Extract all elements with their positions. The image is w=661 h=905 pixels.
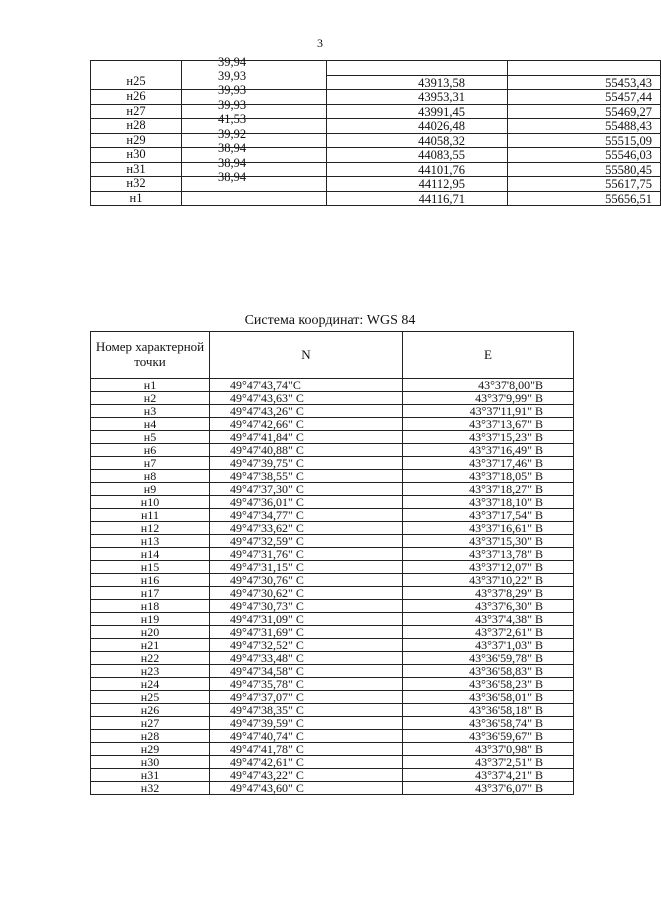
table-row bbox=[91, 496, 574, 509]
latitude-cell: 49°47'37,30" С bbox=[210, 483, 403, 496]
table-row bbox=[91, 626, 574, 639]
table-row bbox=[91, 191, 661, 206]
point-cell: н21 bbox=[91, 639, 210, 652]
point-cell: н1 bbox=[91, 191, 182, 206]
longitude-cell: 43°37'16,49" В bbox=[403, 444, 574, 457]
latitude-cell: 49°47'30,76" С bbox=[210, 574, 403, 587]
point-cell: н6 bbox=[91, 444, 210, 457]
table-row bbox=[91, 587, 574, 600]
point-cell: н26 bbox=[91, 704, 210, 717]
point-cell: н13 bbox=[91, 535, 210, 548]
table-row bbox=[91, 444, 574, 457]
table-row bbox=[91, 75, 661, 90]
point-cell: н3 bbox=[91, 405, 210, 418]
longitude-cell: 43°36'58,83" В bbox=[403, 665, 574, 678]
table-row bbox=[91, 548, 574, 561]
page-number: 3 bbox=[317, 36, 323, 50]
table-row bbox=[91, 470, 574, 483]
point-cell: н2 bbox=[91, 392, 210, 405]
point-cell: н7 bbox=[91, 457, 210, 470]
latitude-cell: 49°47'32,52" С bbox=[210, 639, 403, 652]
distance-value: 39,93 bbox=[218, 68, 247, 83]
x-cell bbox=[327, 61, 508, 76]
table-row bbox=[91, 162, 661, 177]
table-row bbox=[91, 119, 661, 134]
y-cell: 55656,51 bbox=[508, 191, 661, 206]
longitude-cell: 43°37'11,91" В bbox=[403, 405, 574, 418]
table-row bbox=[91, 522, 574, 535]
latitude-cell: 49°47'35,78" С bbox=[210, 678, 403, 691]
table-row bbox=[91, 561, 574, 574]
table-row bbox=[91, 90, 661, 105]
longitude-cell: 43°37'15,23" В bbox=[403, 431, 574, 444]
header-e: E bbox=[403, 332, 574, 379]
latitude-cell: 49°47'30,62" С bbox=[210, 587, 403, 600]
point-cell: н29 bbox=[91, 743, 210, 756]
point-cell: н26 bbox=[91, 90, 182, 105]
x-cell: 44026,48 bbox=[327, 119, 508, 134]
table-row bbox=[91, 613, 574, 626]
latitude-cell: 49°47'41,84" С bbox=[210, 431, 403, 444]
longitude-cell: 43°36'58,23" В bbox=[403, 678, 574, 691]
latitude-cell: 49°47'31,15" С bbox=[210, 561, 403, 574]
point-cell: н30 bbox=[91, 756, 210, 769]
longitude-cell: 43°37'2,61" В bbox=[403, 626, 574, 639]
longitude-cell: 43°36'58,01" В bbox=[403, 691, 574, 704]
table-row bbox=[91, 704, 574, 717]
longitude-cell: 43°37'9,99" В bbox=[403, 392, 574, 405]
longitude-cell: 43°37'8,29" В bbox=[403, 587, 574, 600]
coordinates-table-local bbox=[90, 54, 661, 206]
latitude-cell: 49°47'40,74" С bbox=[210, 730, 403, 743]
coordinates-table-wgs84 bbox=[90, 331, 574, 795]
point-cell: н29 bbox=[91, 133, 182, 148]
longitude-cell: 43°37'0,98" В bbox=[403, 743, 574, 756]
table-row bbox=[91, 61, 661, 76]
longitude-cell: 43°37'13,78" В bbox=[403, 548, 574, 561]
point-cell: н25 bbox=[91, 75, 182, 90]
longitude-cell: 43°37'2,51" В bbox=[403, 756, 574, 769]
x-cell: 44083,55 bbox=[327, 148, 508, 163]
point-cell: н27 bbox=[91, 104, 182, 119]
longitude-cell: 43°36'58,74" В bbox=[403, 717, 574, 730]
longitude-cell: 43°37'6,07" В bbox=[403, 782, 574, 795]
latitude-cell: 49°47'43,74"С bbox=[210, 379, 403, 392]
longitude-cell: 43°37'4,38" В bbox=[403, 613, 574, 626]
x-cell: 44058,32 bbox=[327, 133, 508, 148]
latitude-cell: 49°47'40,88" С bbox=[210, 444, 403, 457]
longitude-cell: 43°37'15,30" В bbox=[403, 535, 574, 548]
y-cell: 55469,27 bbox=[508, 104, 661, 119]
latitude-cell: 49°47'34,77" С bbox=[210, 509, 403, 522]
distance-cell bbox=[182, 68, 327, 90]
table-row bbox=[91, 691, 574, 704]
point-cell: н8 bbox=[91, 470, 210, 483]
latitude-cell: 49°47'31,09" С bbox=[210, 613, 403, 626]
latitude-cell: 49°47'36,01" С bbox=[210, 496, 403, 509]
longitude-cell: 43°37'16,61" В bbox=[403, 522, 574, 535]
table-row bbox=[91, 730, 574, 743]
distance-cell bbox=[182, 112, 327, 134]
longitude-cell: 43°37'10,22" В bbox=[403, 574, 574, 587]
point-cell: н28 bbox=[91, 119, 182, 134]
longitude-cell: 43°37'1,03" В bbox=[403, 639, 574, 652]
point-cell: н4 bbox=[91, 418, 210, 431]
longitude-cell: 43°37'12,07" В bbox=[403, 561, 574, 574]
table-header-row bbox=[91, 332, 574, 379]
latitude-cell: 49°47'43,63" С bbox=[210, 392, 403, 405]
point-cell: н14 bbox=[91, 548, 210, 561]
point-cell: н15 bbox=[91, 561, 210, 574]
distance-value: 38,94 bbox=[218, 141, 247, 155]
distance-cell bbox=[182, 191, 327, 206]
point-cell: н19 bbox=[91, 613, 210, 626]
point-cell: н16 bbox=[91, 574, 210, 587]
distance-value: 38,94 bbox=[218, 170, 247, 184]
table-row bbox=[91, 405, 574, 418]
distance-cell bbox=[182, 141, 327, 163]
table-row bbox=[91, 483, 574, 496]
longitude-cell: 43°37'6,30" В bbox=[403, 600, 574, 613]
point-cell: н25 bbox=[91, 691, 210, 704]
point-cell: н22 bbox=[91, 652, 210, 665]
table-row bbox=[91, 600, 574, 613]
table-row bbox=[91, 743, 574, 756]
point-cell: н11 bbox=[91, 509, 210, 522]
longitude-cell: 43°37'18,10" В bbox=[403, 496, 574, 509]
table-row bbox=[91, 535, 574, 548]
point-cell: н20 bbox=[91, 626, 210, 639]
table-row bbox=[91, 717, 574, 730]
distance-value: 39,93 bbox=[218, 97, 247, 112]
point-cell bbox=[91, 61, 182, 76]
x-cell: 44112,95 bbox=[327, 177, 508, 192]
y-cell: 55457,44 bbox=[508, 90, 661, 105]
latitude-cell: 49°47'43,26" С bbox=[210, 405, 403, 418]
longitude-cell: 43°37'17,54" В bbox=[403, 509, 574, 522]
latitude-cell: 49°47'31,69" С bbox=[210, 626, 403, 639]
y-cell: 55617,75 bbox=[508, 177, 661, 192]
distance-cell bbox=[182, 97, 327, 119]
latitude-cell: 49°47'41,78" С bbox=[210, 743, 403, 756]
latitude-cell: 49°47'42,66" С bbox=[210, 418, 403, 431]
longitude-cell: 43°37'17,46" В bbox=[403, 457, 574, 470]
x-cell: 44101,76 bbox=[327, 162, 508, 177]
x-cell: 43953,31 bbox=[327, 90, 508, 105]
distance-cell bbox=[182, 170, 327, 192]
distance-value: 39,93 bbox=[218, 83, 247, 97]
longitude-cell: 43°37'4,21" В bbox=[403, 769, 574, 782]
latitude-cell: 49°47'39,75" С bbox=[210, 457, 403, 470]
table-row bbox=[91, 418, 574, 431]
point-cell: н10 bbox=[91, 496, 210, 509]
header-point-number: Номер характерной точки bbox=[91, 332, 210, 379]
table-row bbox=[91, 756, 574, 769]
point-cell: н1 bbox=[91, 379, 210, 392]
point-cell: н23 bbox=[91, 665, 210, 678]
table-row bbox=[91, 104, 661, 119]
latitude-cell: 49°47'38,35" С bbox=[210, 704, 403, 717]
point-cell: н24 bbox=[91, 678, 210, 691]
point-cell: н5 bbox=[91, 431, 210, 444]
distance-cell bbox=[182, 155, 327, 177]
latitude-cell: 49°47'39,59" С bbox=[210, 717, 403, 730]
header-n: N bbox=[210, 332, 403, 379]
table-row bbox=[91, 148, 661, 163]
latitude-cell: 49°47'31,76" С bbox=[210, 548, 403, 561]
table-row bbox=[91, 769, 574, 782]
latitude-cell: 49°47'30,73" С bbox=[210, 600, 403, 613]
y-cell: 55515,09 bbox=[508, 133, 661, 148]
longitude-cell: 43°37'18,27" В bbox=[403, 483, 574, 496]
table-row bbox=[91, 509, 574, 522]
x-cell: 43991,45 bbox=[327, 104, 508, 119]
latitude-cell: 49°47'42,61" С bbox=[210, 756, 403, 769]
table-row bbox=[91, 678, 574, 691]
table-row bbox=[91, 574, 574, 587]
latitude-cell: 49°47'33,48" С bbox=[210, 652, 403, 665]
longitude-cell: 43°37'18,05" В bbox=[403, 470, 574, 483]
table-row bbox=[91, 177, 661, 192]
longitude-cell: 43°37'8,00"В bbox=[403, 379, 574, 392]
distance-value: 39,92 bbox=[218, 126, 247, 141]
table-row bbox=[91, 457, 574, 470]
latitude-cell: 49°47'32,59" С bbox=[210, 535, 403, 548]
point-cell: н30 bbox=[91, 148, 182, 163]
table-row bbox=[91, 665, 574, 678]
y-cell: 55580,45 bbox=[508, 162, 661, 177]
table-row bbox=[91, 782, 574, 795]
distance-cell bbox=[182, 83, 327, 105]
y-cell: 55453,43 bbox=[508, 75, 661, 90]
latitude-cell: 49°47'43,60" С bbox=[210, 782, 403, 795]
latitude-cell: 49°47'37,07" С bbox=[210, 691, 403, 704]
table-row bbox=[91, 379, 574, 392]
latitude-cell: 49°47'34,58" С bbox=[210, 665, 403, 678]
longitude-cell: 43°36'58,18" В bbox=[403, 704, 574, 717]
distance-value: 39,94 bbox=[218, 54, 247, 69]
longitude-cell: 43°36'59,78" В bbox=[403, 652, 574, 665]
distance-cell bbox=[182, 126, 327, 148]
x-cell: 44116,71 bbox=[327, 191, 508, 206]
point-cell: н31 bbox=[91, 769, 210, 782]
table-row bbox=[91, 431, 574, 444]
table-row bbox=[91, 639, 574, 652]
latitude-cell: 49°47'33,62" С bbox=[210, 522, 403, 535]
point-cell: н32 bbox=[91, 782, 210, 795]
point-cell: н27 bbox=[91, 717, 210, 730]
latitude-cell: 49°47'38,55" С bbox=[210, 470, 403, 483]
latitude-cell: 49°47'43,22" С bbox=[210, 769, 403, 782]
y-cell: 55488,43 bbox=[508, 119, 661, 134]
point-cell: н18 bbox=[91, 600, 210, 613]
point-cell: н9 bbox=[91, 483, 210, 496]
y-cell: 55546,03 bbox=[508, 148, 661, 163]
longitude-cell: 43°36'59,67" В bbox=[403, 730, 574, 743]
distance-value: 41,53 bbox=[218, 112, 247, 126]
coordinate-system-title: Система координат: WGS 84 bbox=[244, 313, 416, 328]
distance-cell bbox=[182, 54, 327, 76]
longitude-cell: 43°37'13,67" В bbox=[403, 418, 574, 431]
table-row bbox=[91, 392, 574, 405]
point-cell: н31 bbox=[91, 162, 182, 177]
table-row bbox=[91, 652, 574, 665]
table-row bbox=[91, 133, 661, 148]
distance-value: 38,94 bbox=[218, 155, 247, 170]
point-cell: н17 bbox=[91, 587, 210, 600]
x-cell: 43913,58 bbox=[327, 75, 508, 90]
point-cell: н12 bbox=[91, 522, 210, 535]
point-cell: н32 bbox=[91, 177, 182, 192]
y-cell bbox=[508, 61, 661, 76]
point-cell: н28 bbox=[91, 730, 210, 743]
